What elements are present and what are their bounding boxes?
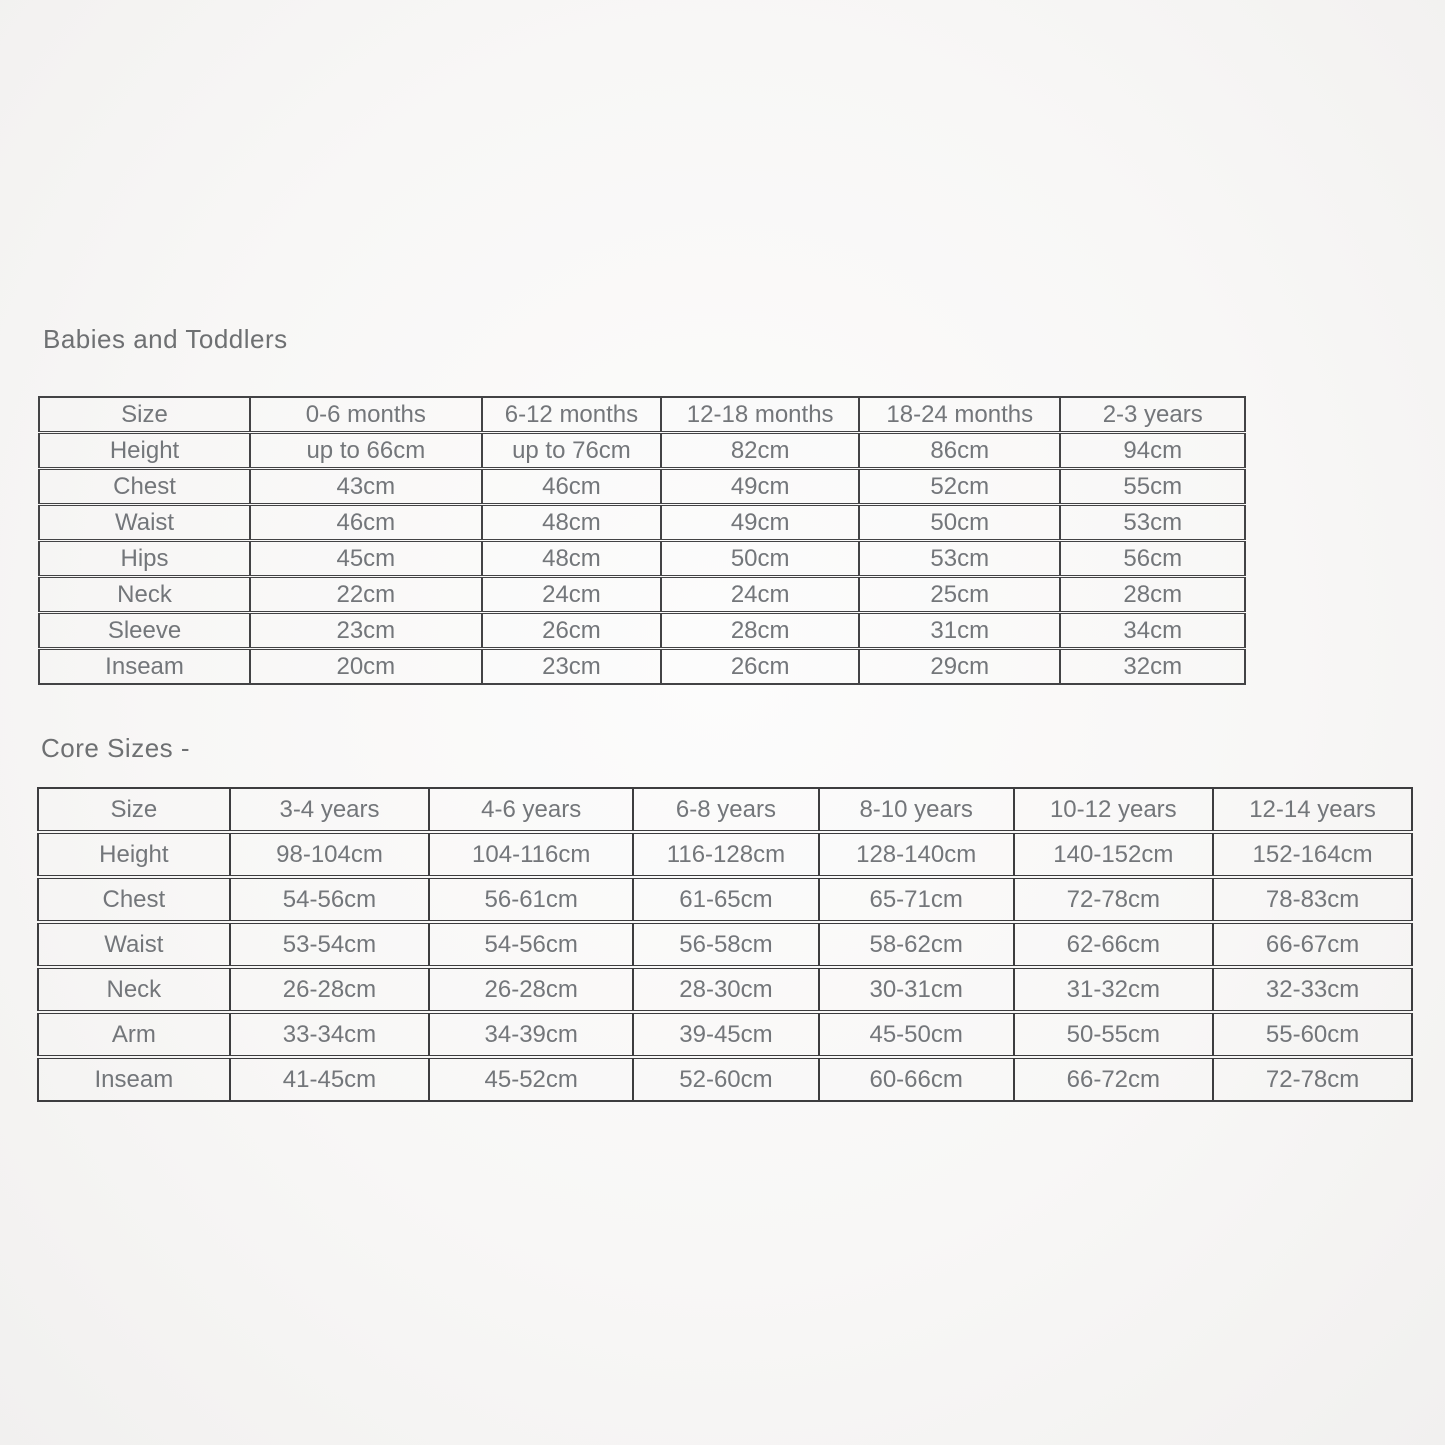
table-header-row [39, 397, 1245, 433]
value-cell: 46cm [250, 505, 482, 541]
value-cell: 78-83cm [1213, 877, 1412, 922]
header-cell: Size [110, 796, 158, 823]
value-cell: 39-45cm [633, 1012, 819, 1057]
value-cell: 28cm [661, 613, 859, 649]
value-cell: 98-104cm [230, 832, 430, 877]
value-cell: 49cm [661, 469, 859, 505]
value-cell: 24cm [661, 577, 859, 613]
value-cell: 32cm [1060, 649, 1245, 685]
value-cell: 45cm [250, 541, 482, 577]
value-cell: 72-78cm [1213, 1057, 1412, 1101]
babies-and-toddlers-table [38, 396, 1246, 685]
value-cell: 28-30cm [633, 967, 819, 1012]
value-cell: 48cm [482, 541, 662, 577]
value-cell: 86cm [859, 433, 1060, 469]
value-cell: Neck [39, 577, 250, 613]
value-cell: Neck [38, 967, 230, 1012]
table-row [38, 967, 1412, 1012]
value-cell: 72-78cm [1014, 877, 1214, 922]
value-cell: 55-60cm [1213, 1012, 1412, 1057]
value-cell: 54-56cm [230, 877, 430, 922]
value-cell: 46cm [482, 469, 662, 505]
header-cell: 10-12 years [1014, 788, 1214, 832]
value-cell: Arm [38, 1012, 230, 1057]
table-row [39, 505, 1245, 541]
value-cell: 152-164cm [1213, 832, 1412, 877]
value-cell: 94cm [1060, 433, 1245, 469]
core-sizes-title: Core Sizes - [41, 733, 191, 763]
value-cell: 41-45cm [230, 1057, 430, 1101]
value-cell: 60-66cm [819, 1057, 1014, 1101]
value-cell: 66-67cm [1213, 922, 1412, 967]
value-cell: 116-128cm [633, 832, 819, 877]
table-row [39, 433, 1245, 469]
value-cell: 23cm [482, 649, 662, 685]
value-cell: 52cm [859, 469, 1060, 505]
value-cell: 32-33cm [1213, 967, 1412, 1012]
header-cell: 6-8 years [633, 788, 819, 832]
table-row [38, 1012, 1412, 1057]
value-cell: up to 76cm [482, 433, 662, 469]
header-cell: 8-10 years [819, 788, 1014, 832]
core-sizes-table [37, 787, 1413, 1102]
value-cell: 53cm [859, 541, 1060, 577]
header-cell: 2-3 years [1060, 397, 1245, 433]
value-cell: 43cm [250, 469, 482, 505]
value-cell: Chest [38, 877, 230, 922]
value-cell: 140-152cm [1014, 832, 1214, 877]
table-row [39, 541, 1245, 577]
value-cell: 49cm [661, 505, 859, 541]
table-row [39, 469, 1245, 505]
value-cell: Chest [39, 469, 250, 505]
value-cell: Height [38, 832, 230, 877]
header-cell: 6-12 months [482, 397, 662, 433]
value-cell: 50cm [859, 505, 1060, 541]
value-cell: 34-39cm [429, 1012, 633, 1057]
value-cell: Sleeve [39, 613, 250, 649]
value-cell: 52-60cm [633, 1057, 819, 1101]
header-cell: 12-18 months [661, 397, 859, 433]
babies-and-toddlers-title: Babies and Toddlers [43, 324, 288, 354]
table-row [38, 1057, 1412, 1101]
header-cell: 3-4 years [230, 788, 430, 832]
header-cell: 0-6 months [250, 397, 482, 433]
value-cell: 53cm [1060, 505, 1245, 541]
table-row [38, 877, 1412, 922]
value-cell: 29cm [859, 649, 1060, 685]
value-cell: up to 66cm [250, 433, 482, 469]
value-cell: Waist [38, 922, 230, 967]
header-cell: 18-24 months [859, 397, 1060, 433]
value-cell: 24cm [482, 577, 662, 613]
value-cell: 53-54cm [230, 922, 430, 967]
value-cell: 128-140cm [819, 832, 1014, 877]
value-cell: 25cm [859, 577, 1060, 613]
value-cell: 28cm [1060, 577, 1245, 613]
value-cell: 45-52cm [429, 1057, 633, 1101]
value-cell: 65-71cm [819, 877, 1014, 922]
value-cell: Hips [39, 541, 250, 577]
table-row [39, 577, 1245, 613]
table-row [38, 922, 1412, 967]
value-cell: 50-55cm [1014, 1012, 1214, 1057]
value-cell: 33-34cm [230, 1012, 430, 1057]
value-cell: 56-58cm [633, 922, 819, 967]
header-cell: 4-6 years [429, 788, 633, 832]
value-cell: 66-72cm [1014, 1057, 1214, 1101]
value-cell: 50cm [661, 541, 859, 577]
value-cell: 45-50cm [819, 1012, 1014, 1057]
table-row [39, 649, 1245, 685]
value-cell: 20cm [250, 649, 482, 685]
value-cell: 61-65cm [633, 877, 819, 922]
value-cell: 30-31cm [819, 967, 1014, 1012]
header-cell: 12-14 years [1213, 788, 1412, 832]
value-cell: 56cm [1060, 541, 1245, 577]
value-cell: Inseam [38, 1057, 230, 1101]
value-cell: 31-32cm [1014, 967, 1214, 1012]
table-row [39, 613, 1245, 649]
value-cell: 31cm [859, 613, 1060, 649]
value-cell: 54-56cm [429, 922, 633, 967]
value-cell: Inseam [39, 649, 250, 685]
table-row [38, 832, 1412, 877]
table-header-row [38, 788, 1412, 832]
value-cell: 55cm [1060, 469, 1245, 505]
value-cell: 62-66cm [1014, 922, 1214, 967]
value-cell: 48cm [482, 505, 662, 541]
value-cell: 26-28cm [230, 967, 430, 1012]
value-cell: 56-61cm [429, 877, 633, 922]
value-cell: 26cm [482, 613, 662, 649]
value-cell: 26-28cm [429, 967, 633, 1012]
value-cell: 23cm [250, 613, 482, 649]
header-cell: Size [121, 401, 168, 428]
value-cell: Waist [39, 505, 250, 541]
value-cell: 34cm [1060, 613, 1245, 649]
value-cell: 104-116cm [429, 832, 633, 877]
value-cell: 58-62cm [819, 922, 1014, 967]
value-cell: 22cm [250, 577, 482, 613]
value-cell: Height [39, 433, 250, 469]
value-cell: 26cm [661, 649, 859, 685]
value-cell: 82cm [661, 433, 859, 469]
